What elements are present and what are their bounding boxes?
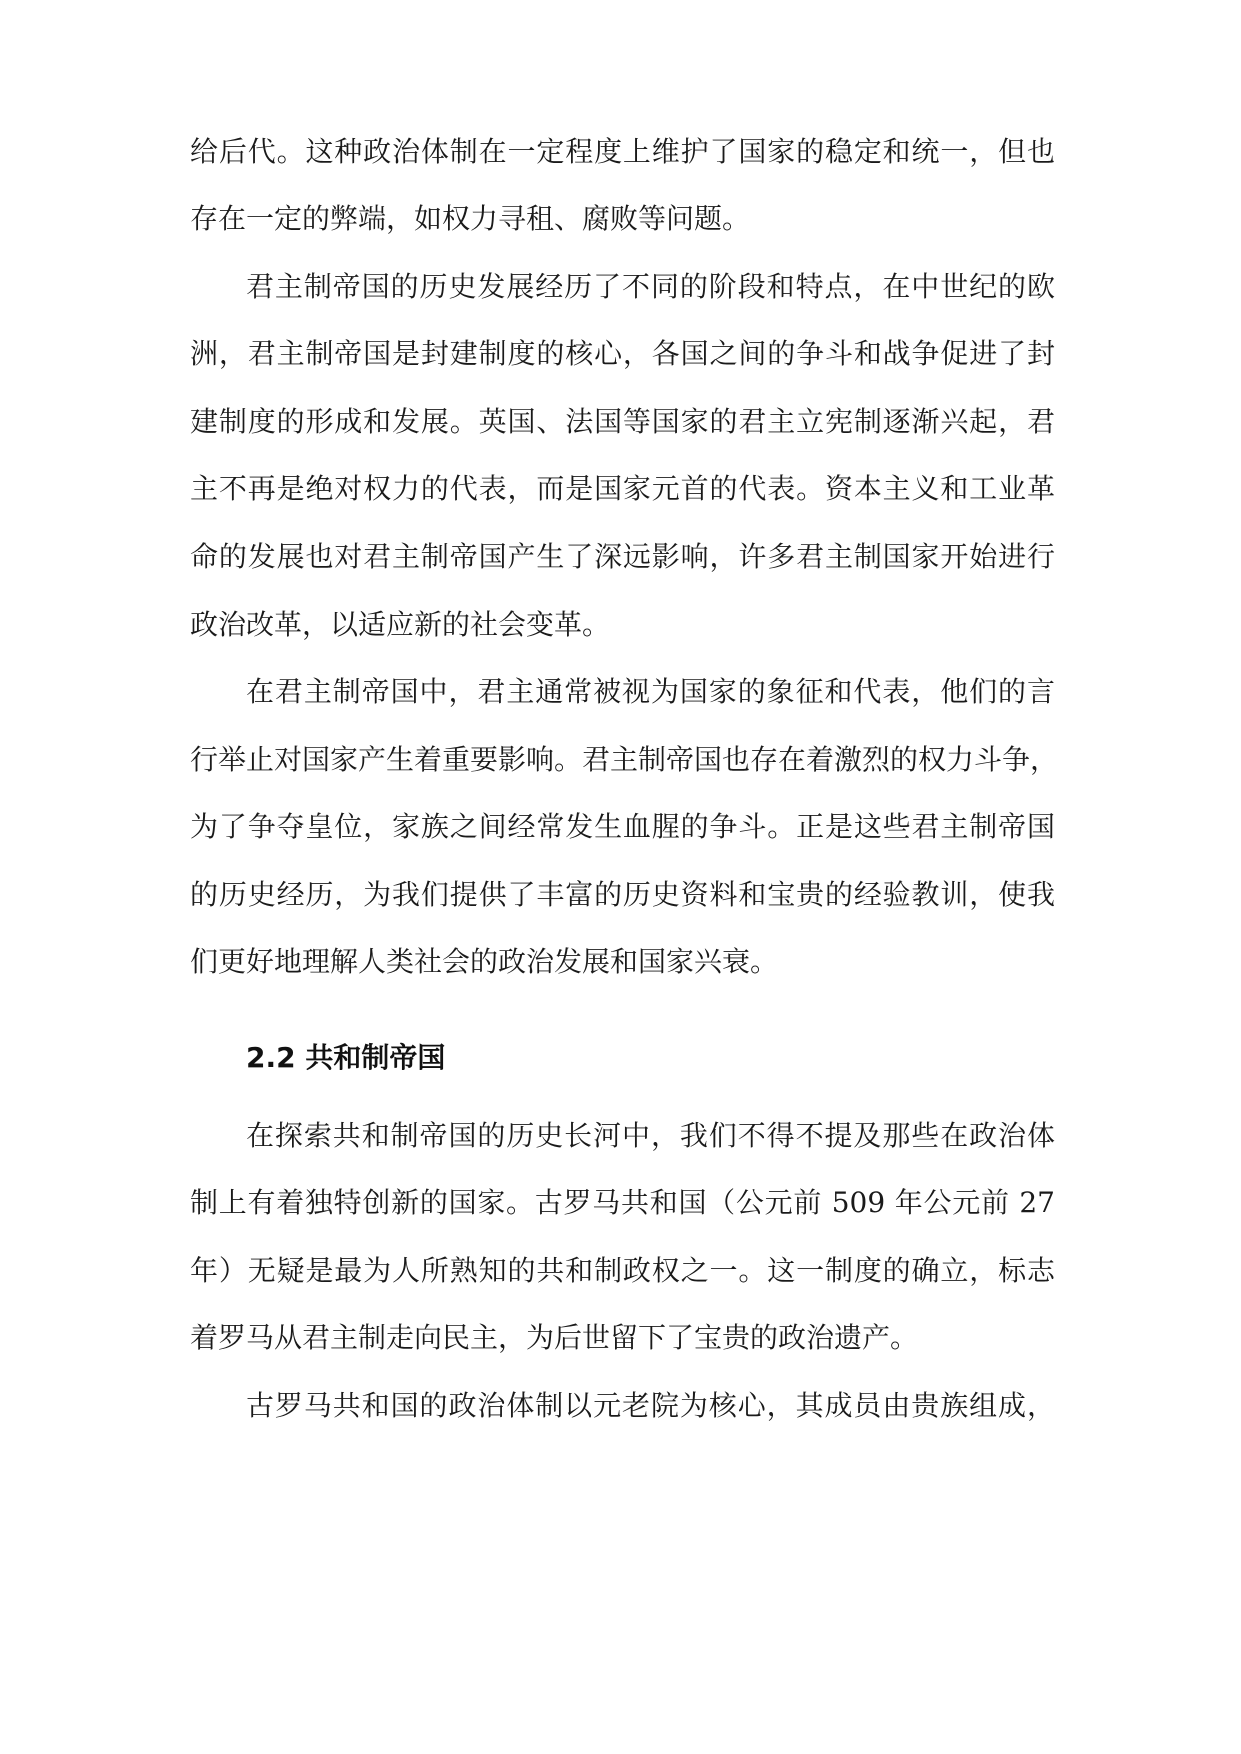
paragraph-line: 行举止对国家产生着重要影响。君主制帝国也存在着激烈的权力斗争，: [190, 743, 1059, 776]
paragraph-line: 着罗马从君主制走向民主，为后世留下了宝贵的政治遗产。: [190, 1321, 919, 1354]
paragraph-line: 建制度的形成和发展。英国、法国等国家的君主立宪制逐渐兴起，君: [190, 405, 1055, 438]
paragraph-line: 命的发展也对君主制帝国产生了深远影响，许多君主制国家开始进行: [190, 540, 1055, 573]
paragraph-line: 在君主制帝国中，君主通常被视为国家的象征和代表，他们的言: [246, 675, 1055, 708]
paragraph-line: 君主制帝国的历史发展经历了不同的阶段和特点，在中世纪的欧: [246, 270, 1055, 303]
paragraph-line: 洲，君主制帝国是封建制度的核心，各国之间的争斗和战争促进了封: [190, 337, 1055, 370]
paragraph-line: 年）无疑是最为人所熟知的共和制政权之一。这一制度的确立，标志: [190, 1254, 1055, 1287]
section-heading: 2.2 共和制帝国: [246, 1041, 446, 1074]
paragraph-line: 给后代。这种政治体制在一定程度上维护了国家的稳定和统一，但也: [190, 135, 1055, 168]
paragraph-line: 古罗马共和国的政治体制以元老院为核心，其成员由贵族组成，: [246, 1389, 1055, 1422]
paragraph-line: 在探索共和制帝国的历史长河中，我们不得不提及那些在政治体: [246, 1119, 1055, 1152]
paragraph-line: 制上有着独特创新的国家。古罗马共和国（公元前 509 年公元前 27: [190, 1186, 1055, 1219]
paragraph-line: 主不再是绝对权力的代表，而是国家元首的代表。资本主义和工业革: [190, 472, 1055, 505]
paragraph-line: 政治改革，以适应新的社会变革。: [190, 608, 611, 641]
paragraph-line: 存在一定的弊端，如权力寻租、腐败等问题。: [190, 202, 751, 235]
paragraph-line: 们更好地理解人类社会的政治发展和国家兴衰。: [190, 945, 779, 978]
paragraph-line: 的历史经历，为我们提供了丰富的历史资料和宝贵的经验教训，使我: [190, 878, 1055, 911]
paragraph-line: 为了争夺皇位，家族之间经常发生血腥的争斗。正是这些君主制帝国: [190, 810, 1055, 843]
